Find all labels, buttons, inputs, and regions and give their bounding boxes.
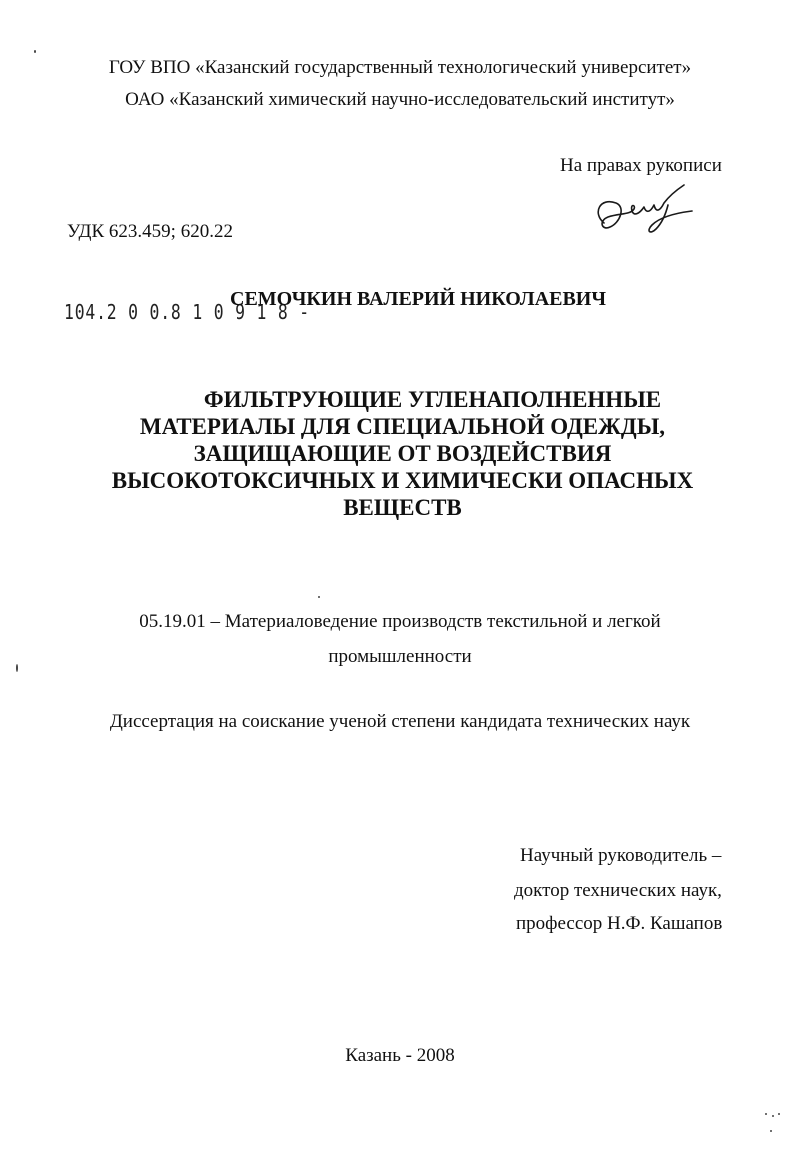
organization-line-1: ГОУ ВПО «Казанский государственный технологический университет» <box>108 57 692 78</box>
dissertation-degree-note: Диссертация на соискание ученой степени кандидата технических наук <box>109 711 691 732</box>
udk-code: УДК 623.459; 620.22 <box>67 221 233 242</box>
scan-speck <box>770 1130 772 1132</box>
scan-speck <box>34 50 36 53</box>
city-and-year: Казань - 2008 <box>345 1045 455 1066</box>
title-line: МАТЕРИАЛЫ ДЛЯ СПЕЦИАЛЬНОЙ ОДЕЖДЫ, <box>139 414 666 439</box>
scan-speck <box>772 1115 774 1117</box>
title-line: ЗАЩИЩАЮЩИЕ ОТ ВОЗДЕЙСТВИЯ <box>193 441 612 466</box>
dissertation-title <box>60 386 745 521</box>
title-line: ФИЛЬТРУЮЩИЕ УГЛЕНАПОЛНЕННЫЕ <box>203 387 662 412</box>
supervisor-name: профессор Н.Ф. Кашапов <box>516 913 723 934</box>
organization-line-2: ОАО «Казанский химический научно-исследовательский институт» <box>125 89 675 110</box>
author-name: СЕМОЧКИН ВАЛЕРИЙ НИКОЛАЕВИЧ <box>230 288 607 310</box>
supervisor-role: Научный руководитель – <box>520 845 722 866</box>
scan-speck <box>765 1113 767 1115</box>
handwritten-signature <box>590 183 700 245</box>
specialty-line-2: промышленности <box>328 646 472 667</box>
supervisor-degree: доктор технических наук, <box>514 880 722 901</box>
scan-speck <box>778 1113 780 1115</box>
scan-speck <box>318 596 320 598</box>
scan-speck <box>16 664 18 672</box>
title-line: ВЕЩЕСТВ <box>343 495 462 520</box>
manuscript-rights-note: На правах рукописи <box>560 155 722 176</box>
specialty-line-1: 05.19.01 – Материаловедение производств текстильной и легкой <box>139 611 661 632</box>
inventory-stamp-number: 104.2 0 0.8 1 0 9 1 8 - <box>64 300 310 324</box>
title-line: ВЫСОКОТОКСИЧНЫХ И ХИМИЧЕСКИ ОПАСНЫХ <box>111 468 694 493</box>
